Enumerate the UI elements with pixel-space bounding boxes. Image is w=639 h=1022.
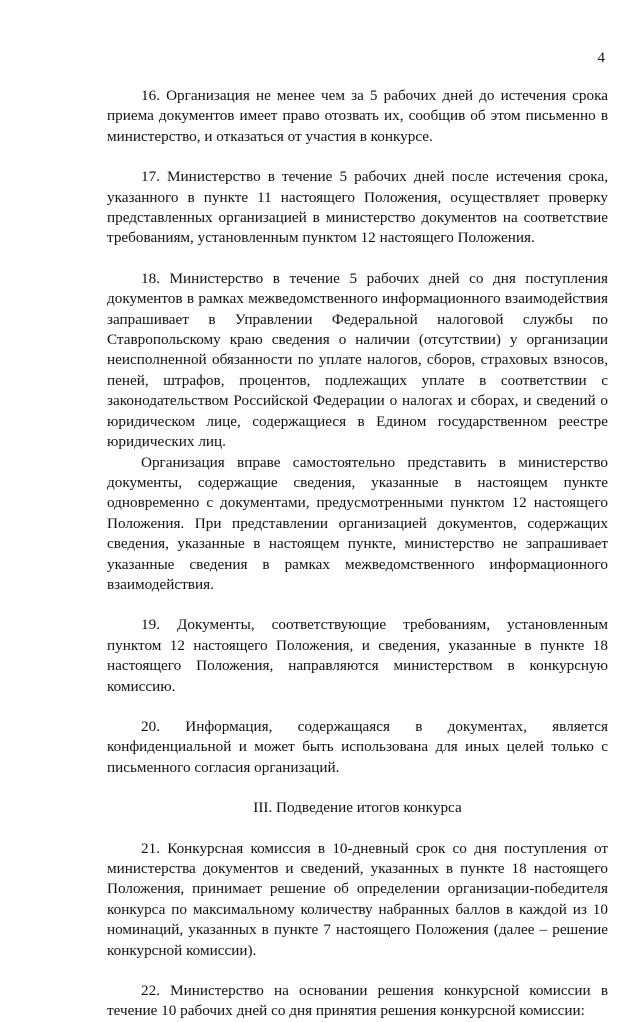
paragraph-22: 22. Министерство на основании решения конкурсной комиссии в течение 10 рабочих дней со дня принятия решения конкурсной комиссии: [107,982,608,1020]
section-heading: III. Подведение итогов конкурса [253,799,462,817]
paragraph-17: 17. Министерство в течение 5 рабочих дней после истечения срока, указанного в пункте 11 настоящего Положения, осуществляет проверку представленных организацией в министерство документов на соответствие требованиям, установленным пунктом 12 настоящего Положения. [107,168,608,247]
paragraph-20: 20. Информация, содержащаяся в документах, является конфиденциальной и может быть использована для иных целей только с письменного согласия организаций. [107,717,608,776]
paragraph-16: 16. Организация не менее чем за 5 рабочих дней до истечения срока приема документов имеет право отозвать их, сообщив об этом письменно в министерство, и отказаться от участия в конкурсе. [107,87,608,145]
paragraph-19: 19. Документы, соответствующие требованиям, установленным пунктом 12 настоящего Положения, и сведения, указанные в пункте 18 настоящего Положения, направляются министерством в конкурсную комиссию. [107,616,608,695]
page-number: 4 [597,50,605,66]
document-body [107,86,608,1022]
paragraph-21: 21. Конкурсная комиссия в 10-дневный срок со дня поступления от министерства документов и сведений, указанных в пункте 18 настоящего Положения, принимает решение об определении организации-победителя конкурса по максимальному количеству набранных баллов в каждой из 10 номинаций, указанных в пункте 7 настоящего Положения (далее – решение конкурсной комиссии). [107,839,608,959]
paragraph-18-continuation: Организация вправе самостоятельно представить в министерство документы, содержащие сведения, указанные в настоящем пункте одновременно с документами, предусмотренными пунктом 12 настоящего Положения. При представлении организацией документов, содержащих сведения, указанные в настоящем пункте, министерство не запрашивает указанные сведения в рамках межведомственного информационного взаимодействия. [107,453,608,593]
paragraph-18: 18. Министерство в течение 5 рабочих дней со дня поступления документов в рамках межведомственного информационного взаимодействия запрашивает в Управлении Федеральной налоговой службы по Ставропольскому краю сведения о наличии (отсутствии) у организации неисполненной обязанности по уплате налогов, сборов, страховых взносов, пеней, штрафов, процентов, подлежащих уплате в соответствии с законодательством Российской Федерации о налогах и сборах, и сведений о юридическом лице, содержащиеся в Едином государственном реестре юридических лиц. [107,269,608,451]
